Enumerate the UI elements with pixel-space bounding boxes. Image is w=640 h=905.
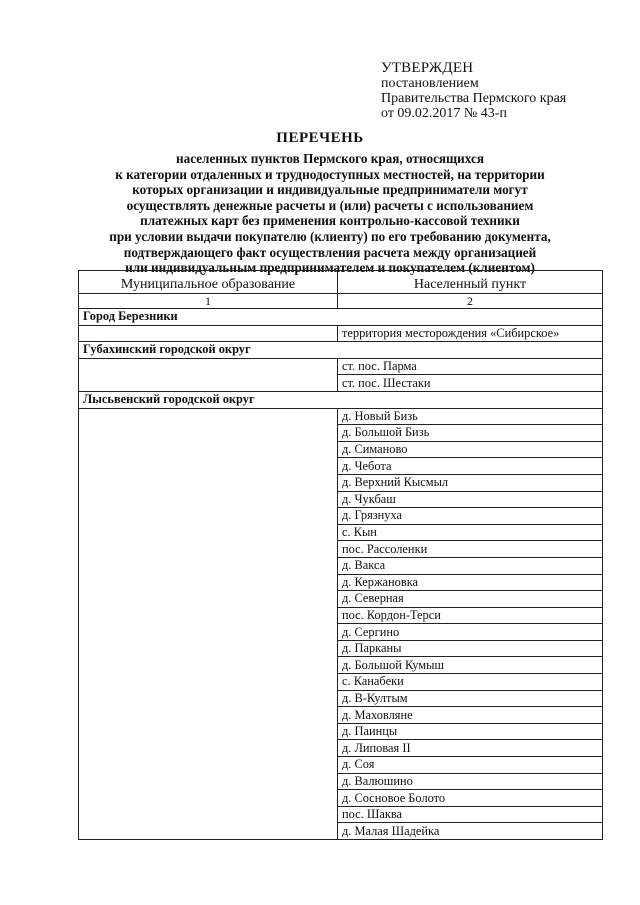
subtitle-line: к категории отдаленных и труднодоступных местностей, на территории [115, 166, 545, 182]
settlement-cell: д. Маховляне [338, 707, 603, 724]
municipality-name: Город Березники [79, 309, 603, 326]
empty-cell [79, 325, 338, 342]
empty-cell [79, 358, 338, 391]
settlement-cell: д. Паинцы [338, 723, 603, 740]
municipality-row [79, 309, 603, 326]
municipality-name: Губахинский городской округ [79, 342, 603, 359]
settlement-cell: д. Грязнуха [338, 508, 603, 525]
subtitle-line: при условии выдачи покупателю (клиенту) по его требованию документа, [109, 228, 551, 244]
document-title: ПЕРЕЧЕНЬ [276, 130, 364, 146]
approval-line: от 09.02.2017 № 43-п [381, 106, 507, 121]
settlement-cell: д. Соя [338, 757, 603, 774]
settlement-cell: д. Малая Шадейка [338, 823, 603, 840]
settlement-cell: д. Чукбаш [338, 491, 603, 508]
subtitle-line: которых организации и индивидуальные предприниматели могут [132, 182, 528, 198]
subtitle-line: населенных пунктов Пермского края, относящихся [176, 151, 484, 166]
settlement-cell: д. Большой Бизь [338, 425, 603, 442]
subtitle-line: осуществлять денежные расчеты и (или) расчеты с использованием [126, 197, 534, 213]
settlement-cell: д. Сергино [338, 624, 603, 641]
empty-cell [79, 408, 338, 839]
table-row [79, 358, 603, 375]
settlement-cell: д. Сосновое Болото [338, 790, 603, 807]
settlement-cell: д. Кержановка [338, 574, 603, 591]
table-header-row [79, 271, 603, 294]
settlement-cell: пос. Кордон-Терси [338, 607, 603, 624]
settlement-cell: д. Новый Бизь [338, 408, 603, 425]
subtitle-line: платежных карт без применения контрольно-кассовой техники [140, 213, 520, 229]
settlement-cell: с. Кын [338, 524, 603, 541]
approval-line: Правительства Пермского края [381, 91, 567, 106]
settlement-cell: д. Симаново [338, 441, 603, 458]
settlement-cell: д. Липовая II [338, 740, 603, 757]
column-number: 2 [338, 294, 603, 309]
column-number: 1 [79, 294, 338, 309]
settlements-table [78, 270, 603, 840]
approval-stamp [381, 60, 621, 121]
settlement-cell: пос. Шаква [338, 806, 603, 823]
column-number-row [79, 294, 603, 309]
settlement-cell: д. Северная [338, 591, 603, 608]
settlement-cell: территория месторождения «Сибирское» [338, 325, 603, 342]
table-row [79, 325, 603, 342]
approval-line: постановлением [381, 76, 479, 91]
subtitle-line: или индивидуальным предпринимателем и покупателем (клиентом) [125, 260, 535, 276]
header-municipality: Муниципальное образование [79, 271, 338, 294]
settlement-cell: д. Валюшино [338, 773, 603, 790]
settlement-cell: д. Вакса [338, 557, 603, 574]
header-settlement: Населенный пункт [338, 271, 603, 294]
subtitle-line: подтверждающего факт осуществления расчета между организацией [123, 244, 537, 260]
settlement-cell: д. Верхний Кысмыл [338, 474, 603, 491]
settlement-cell: ст. пос. Парма [338, 358, 603, 375]
settlement-cell: д. Чебота [338, 458, 603, 475]
settlement-cell: пос. Рассоленки [338, 541, 603, 558]
table-row [79, 408, 603, 425]
municipality-name: Лысьвенский городской округ [79, 391, 603, 408]
approval-heading: УТВЕРЖДЕН [381, 60, 474, 76]
settlement-cell: д. В-Култым [338, 690, 603, 707]
municipality-row [79, 342, 603, 359]
municipality-row [79, 391, 603, 408]
settlement-cell: с. Канабеки [338, 674, 603, 691]
settlement-cell: д. Большой Кумыш [338, 657, 603, 674]
settlement-cell: ст. пос. Шестаки [338, 375, 603, 392]
document-subtitle [60, 151, 600, 276]
settlement-cell: д. Парканы [338, 640, 603, 657]
